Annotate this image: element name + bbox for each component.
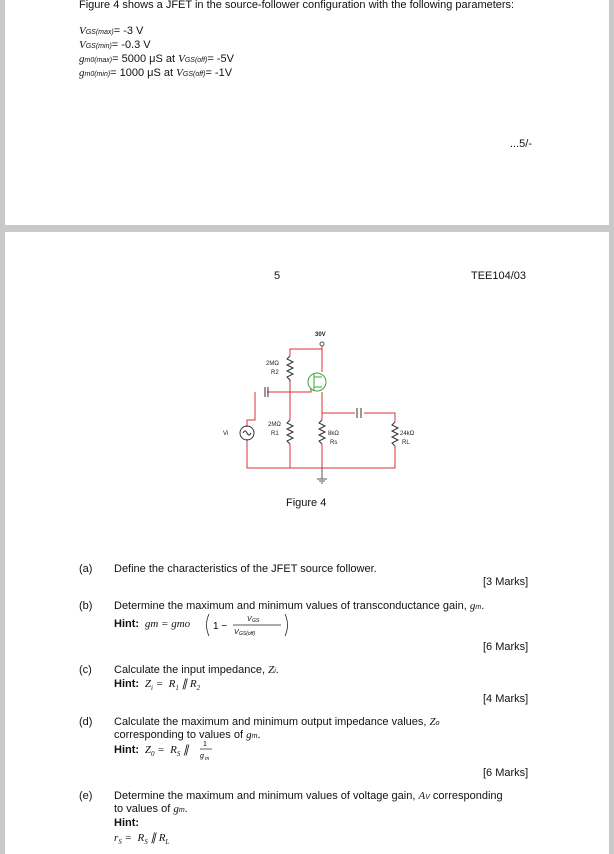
question-e-label: (e) xyxy=(79,790,93,802)
wire-gate-to-jfet xyxy=(290,388,311,392)
svg-text:V: V xyxy=(234,629,239,636)
formula-rs: $r_S = R_S$ ∥ $R_L$ xyxy=(114,832,170,847)
question-c-text: Calculate the input impedance, Zi. xyxy=(114,664,279,676)
formula-zo-fraction xyxy=(198,738,214,762)
resistor-rl xyxy=(392,422,398,446)
formula-zo: $Z_0 = R_S$ ∥ xyxy=(142,744,189,759)
intro-text: Figure 4 shows a JFET in the source-follower configuration with the following parameters: xyxy=(79,0,515,11)
param-vgs-min: VGS(min)= -0.3 V xyxy=(79,39,151,51)
wire-rl-top xyxy=(364,413,395,422)
r1-value-label: 2MΩ xyxy=(268,422,281,428)
svg-text:1: 1 xyxy=(203,741,207,748)
question-c-label: (c) xyxy=(79,664,92,676)
jfet-channel xyxy=(314,374,322,390)
question-a-label: (a) xyxy=(79,563,93,575)
resistor-rs xyxy=(319,420,325,444)
question-b-text: Determine the maximum and minimum values of transconductance gain, gm. xyxy=(114,600,485,612)
r2-value-label: 2MΩ xyxy=(266,361,279,367)
rs-value-label: 8kΩ xyxy=(328,431,339,437)
rl-value-label: 24kΩ xyxy=(400,431,415,437)
param-gm0-min: gm0(min)= 1000 μS at VGS(off)= -1V xyxy=(79,67,233,79)
course-code: TEE104/03 xyxy=(471,270,527,282)
question-b-marks: [6 Marks] xyxy=(483,641,529,653)
ac-source-wave xyxy=(243,431,251,435)
question-c-marks: [4 Marks] xyxy=(483,693,529,705)
page-number: 5 xyxy=(274,270,281,282)
wire-top xyxy=(290,346,322,356)
question-c-hint: Hint: $Z_i = R_1$ ∥ $R_2$ xyxy=(114,678,201,693)
resistor-r2 xyxy=(287,356,293,382)
wire-gate xyxy=(267,382,290,392)
vi-label: Vi xyxy=(223,431,229,437)
formula-gm-fraction xyxy=(203,610,295,640)
resistor-r1 xyxy=(287,420,293,444)
continued-marker: ...5/- xyxy=(510,138,533,150)
question-a-marks: [3 Marks] xyxy=(483,576,529,588)
question-d-text-line2: corresponding to values of gm. xyxy=(114,729,261,741)
supply-node xyxy=(320,342,324,346)
question-e-text-line2: to values of gm. xyxy=(114,803,188,815)
supply-label: 30V xyxy=(315,332,326,338)
question-d-label: (d) xyxy=(79,716,93,728)
formula-gm: gm = gmo xyxy=(142,618,191,630)
question-a-text: Define the characteristics of the JFET source follower. xyxy=(114,563,377,575)
question-d-text: Calculate the maximum and minimum output impedance values, Zo xyxy=(114,716,440,728)
question-d-hint: Hint: $Z_0 = R_S$ ∥ xyxy=(114,744,189,759)
circuit-diagram xyxy=(195,316,425,496)
jfet-symbol xyxy=(308,373,326,391)
question-e-hint: Hint: xyxy=(114,817,140,829)
svg-text:1 −: 1 − xyxy=(213,621,228,632)
r1-name-label: R1 xyxy=(271,431,279,437)
rl-name-label: RL xyxy=(402,440,410,446)
question-b-hint: Hint: gm = gmo xyxy=(114,618,191,630)
document-page-1 xyxy=(5,0,609,225)
r2-name-label: R2 xyxy=(271,370,279,376)
svg-text:V: V xyxy=(247,616,252,623)
ground-symbol xyxy=(317,479,327,483)
wire-vi-top xyxy=(247,392,255,427)
question-e-text: Determine the maximum and minimum values of voltage gain, AV corresponding xyxy=(114,790,503,802)
document-page-2 xyxy=(5,232,609,854)
param-gm0-max: gm0(max)= 5000 μS at VGS(off)= -5V xyxy=(79,53,234,65)
param-vgs-max: VGS(max)= -3 V xyxy=(79,25,144,37)
question-d-marks: [6 Marks] xyxy=(483,767,529,779)
svg-text:m: m xyxy=(205,756,210,762)
svg-text:g: g xyxy=(200,753,204,760)
rs-name-label: Rs xyxy=(330,440,338,446)
figure-caption: Figure 4 xyxy=(286,497,327,509)
formula-zi: $Z_i = R_1$ ∥ $R_2$ xyxy=(142,678,201,693)
svg-text:GS: GS xyxy=(252,618,260,624)
question-b-label: (b) xyxy=(79,600,93,612)
svg-text:GS(off): GS(off) xyxy=(239,631,256,637)
wire-source xyxy=(322,392,355,413)
